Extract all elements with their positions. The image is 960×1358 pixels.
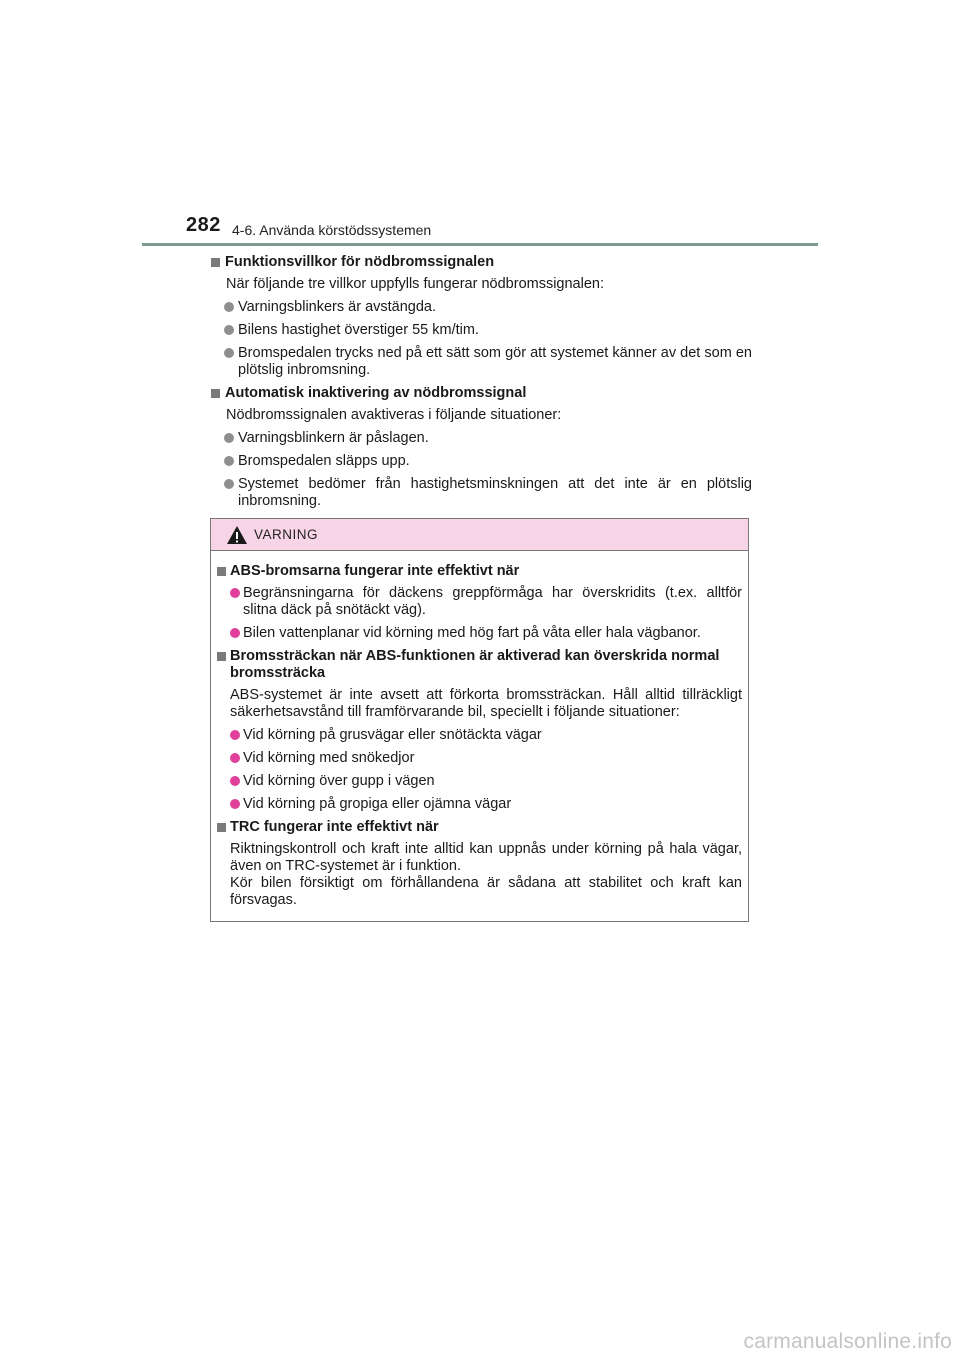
list-item: Vid körning på gropiga eller ojämna vägar (217, 796, 742, 813)
circle-bullet-icon (230, 776, 240, 786)
circle-bullet-icon (224, 456, 234, 466)
warning-title: VARNING (254, 527, 319, 542)
warning-intro: ABS-systemet är inte avsett att förkorta bromssträckan. Håll alltid tillräckligt säkerhetsavstånd till framförvarande bil, speciellt i följande situationer: (230, 687, 742, 720)
block-heading: Funktionsvillkor för nödbromssignalen (210, 254, 752, 271)
block-intro: Nödbromssignalen avaktiveras i följande situationer: (226, 407, 562, 423)
circle-bullet-icon (230, 799, 240, 809)
circle-bullet-icon (230, 753, 240, 763)
warning-triangle-icon (226, 525, 248, 545)
circle-bullet-icon (224, 302, 234, 312)
square-bullet-icon (217, 567, 226, 576)
block-intro: När följande tre villkor uppfylls fungerar nödbromssignalen: (226, 276, 604, 292)
warning-heading: Bromssträckan när ABS-funktionen är aktiverad kan överskrida normal bromssträcka (217, 648, 742, 682)
circle-bullet-icon (230, 588, 240, 598)
circle-bullet-icon (224, 433, 234, 443)
warning-paragraph: Riktningskontroll och kraft inte alltid kan uppnås under körning på hala vägar, även on TRC-systemet är i funktion. (230, 841, 742, 874)
list-item: Vid körning över gupp i vägen (217, 773, 742, 790)
list-item: Systemet bedömer från hastighetsminskningen att det inte är en plötslig inbromsning. (210, 476, 752, 510)
circle-bullet-icon (230, 730, 240, 740)
warning-heading: TRC fungerar inte effektivt när (217, 819, 742, 836)
square-bullet-icon (211, 389, 220, 398)
header-rule (142, 243, 818, 246)
warning-paragraph: Kör bilen försiktigt om förhållandena är sådana att stabilitet och kraft kan försvagas. (230, 875, 742, 908)
circle-bullet-icon (224, 348, 234, 358)
warning-header (211, 519, 748, 551)
block-heading: Automatisk inaktivering av nödbromssignal (210, 385, 752, 402)
list-item: Vid körning på grusvägar eller snötäckta vägar (217, 727, 742, 744)
list-item: Vid körning med snökedjor (217, 750, 742, 767)
warning-box (210, 518, 749, 922)
square-bullet-icon (211, 258, 220, 267)
circle-bullet-icon (224, 479, 234, 489)
square-bullet-icon (217, 652, 226, 661)
section-title: 4-6. Använda körstödssystemen (232, 222, 432, 238)
list-item: Varningsblinkern är påslagen. (210, 430, 752, 447)
circle-bullet-icon (224, 325, 234, 335)
square-bullet-icon (217, 823, 226, 832)
list-item: Bromspedalen släpps upp. (210, 453, 752, 470)
page-number: 282 (186, 214, 221, 236)
main-content (210, 254, 752, 516)
list-item: Bilen vattenplanar vid körning med hög fart på våta eller hala vägbanor. (217, 625, 742, 642)
warning-body (211, 551, 748, 909)
list-item: Varningsblinkers är avstängda. (210, 299, 752, 316)
list-item: Begränsningarna för däckens greppförmåga har överskridits (t.ex. alltför slitna däck på snötäckt väg). (217, 585, 742, 619)
circle-bullet-icon (230, 628, 240, 638)
list-item: Bromspedalen trycks ned på ett sätt som gör att systemet känner av det som en plötslig inbromsning. (210, 345, 752, 379)
list-item: Bilens hastighet överstiger 55 km/tim. (210, 322, 752, 339)
warning-heading: ABS-bromsarna fungerar inte effektivt när (217, 563, 742, 580)
watermark: carmanualsonline.info (743, 1330, 952, 1353)
